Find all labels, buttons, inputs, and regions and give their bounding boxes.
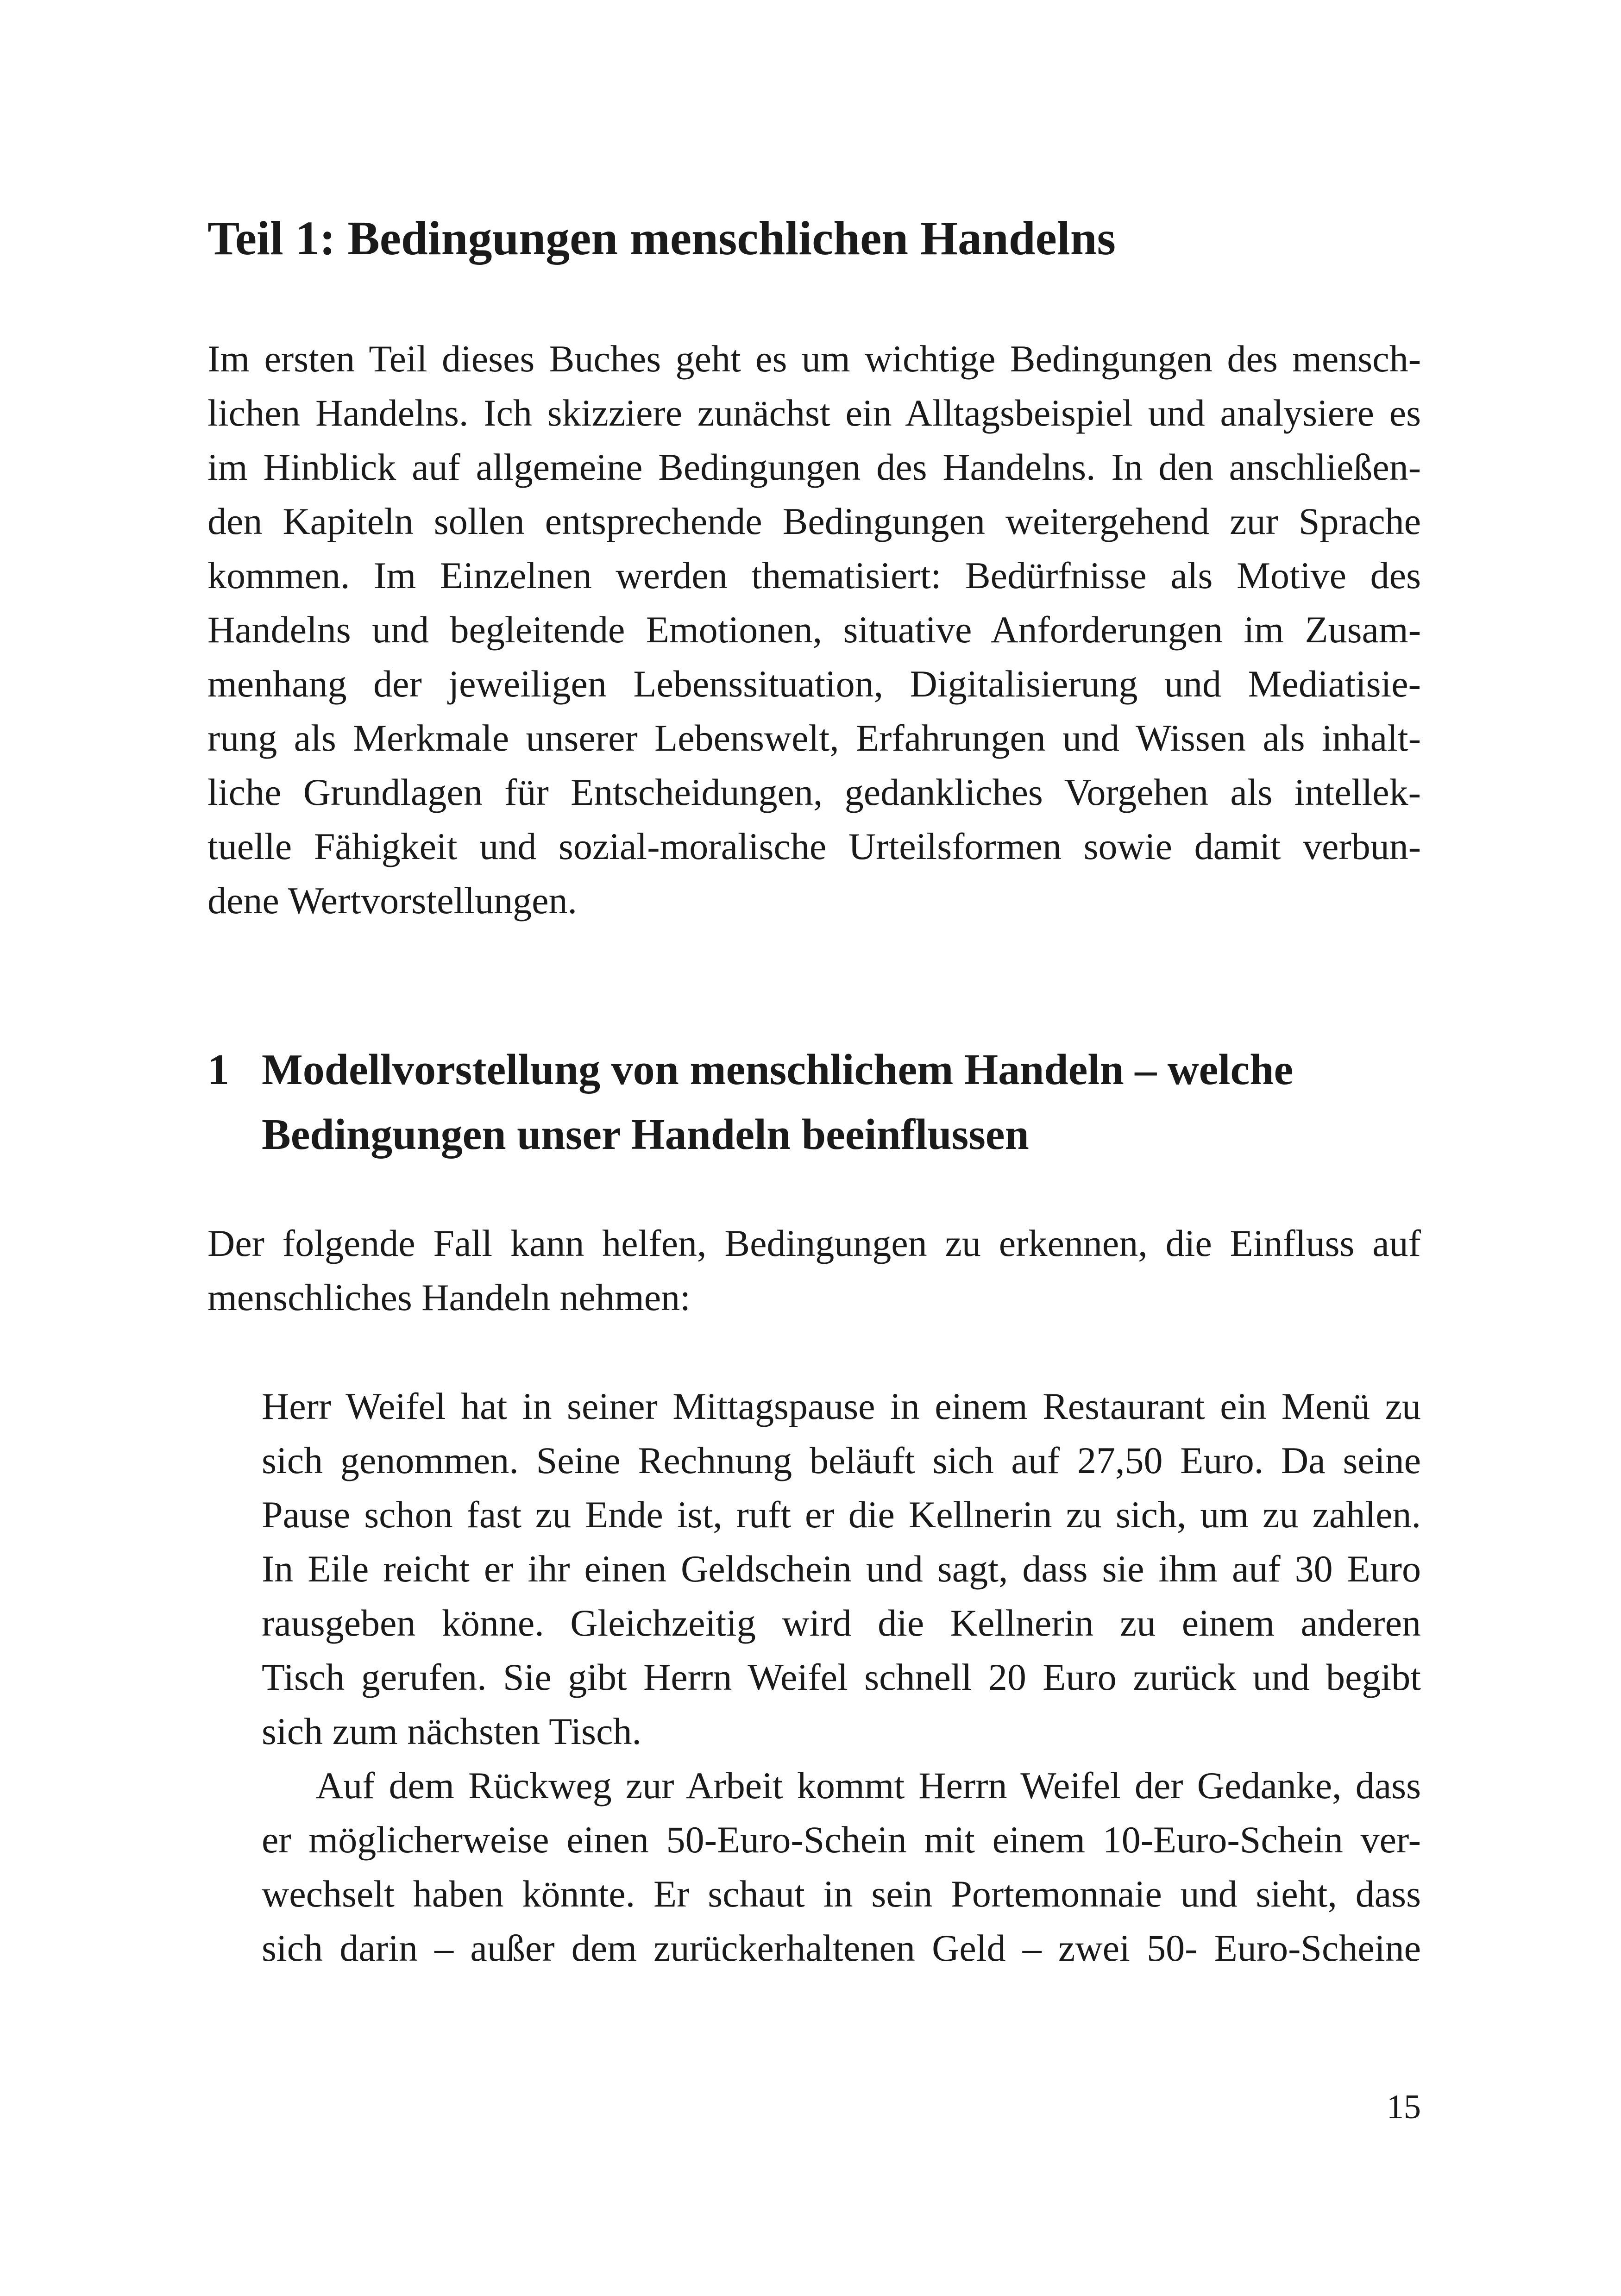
case-line: Auf dem Rückweg zur Arbeit kommt Herrn Weifel der Gedanke, dass [316,1764,1421,1807]
intro-line: menhang der jeweiligen Lebenssituation, Digitalisierung und Mediatisie- [207,663,1421,705]
page-number: 15 [1387,2088,1421,2126]
case-line: sich genommen. Seine Rechnung beläuft sich auf 27,50 Euro. Da seine [262,1439,1421,1481]
case-line: sich zum nächsten Tisch. [262,1710,641,1752]
case-line: er möglicherweise einen 50-Euro-Schein mit einem 10-Euro-Schein ver- [262,1819,1421,1861]
intro-line: den Kapiteln sollen entsprechende Bedingungen weitergehend zur Sprache [207,500,1421,542]
lead-line: Der folgende Fall kann helfen, Bedingungen zu erkennen, die Einfluss auf [207,1222,1421,1264]
chapter-title-line: Bedingungen unser Handeln beeinflussen [262,1110,1029,1159]
case-line: Pause schon fast zu Ende ist, ruft er die Kellnerin zu sich, um zu zahlen. [262,1493,1421,1536]
intro-line: Handelns und begleitende Emotionen, situative Anforderungen im Zusam- [207,609,1421,651]
case-line: Herr Weifel hat in seiner Mittagspause in einem Restaurant ein Menü zu [262,1385,1421,1427]
chapter-number: 1 [207,1046,229,1094]
lead-line: menschliches Handeln nehmen: [207,1276,691,1318]
intro-line: dene Wertvorstellungen. [207,879,577,922]
intro-line: lichen Handelns. Ich skizziere zunächst ein Alltagsbeispiel und analysiere es [207,392,1421,434]
intro-line: liche Grundlagen für Entscheidungen, gedankliches Vorgehen als intellek- [207,771,1421,813]
part-title: Teil 1: Bedingungen menschlichen Handelns [207,212,1116,265]
case-line: In Eile reicht er ihr einen Geldschein und sagt, dass sie ihm auf 30 Euro [262,1548,1421,1590]
chapter-title-line: Modellvorstellung von menschlichem Handeln – welche [262,1046,1294,1094]
intro-line: kommen. Im Einzelnen werden thematisiert: Bedürfnisse als Motive des [207,554,1421,596]
case-line: wechselt haben könnte. Er schaut in sein Portemonnaie und sieht, dass [262,1873,1421,1915]
intro-line: rung als Merkmale unserer Lebenswelt, Erfahrungen und Wissen als inhalt- [207,717,1421,759]
case-line: sich darin – außer dem zurückerhaltenen Geld – zwei 50- Euro-Scheine [262,1927,1421,1969]
intro-line: tuelle Fähigkeit und sozial-moralische Urteilsformen sowie damit verbun- [207,825,1421,867]
intro-line: im Hinblick auf allgemeine Bedingungen des Handelns. In den anschließen- [207,446,1421,488]
case-line: Tisch gerufen. Sie gibt Herrn Weifel schnell 20 Euro zurück und begibt [262,1656,1421,1698]
intro-line: Im ersten Teil dieses Buches geht es um wichtige Bedingungen des mensch- [207,338,1421,380]
case-line: rausgeben könne. Gleichzeitig wird die Kellnerin zu einem anderen [262,1602,1421,1644]
